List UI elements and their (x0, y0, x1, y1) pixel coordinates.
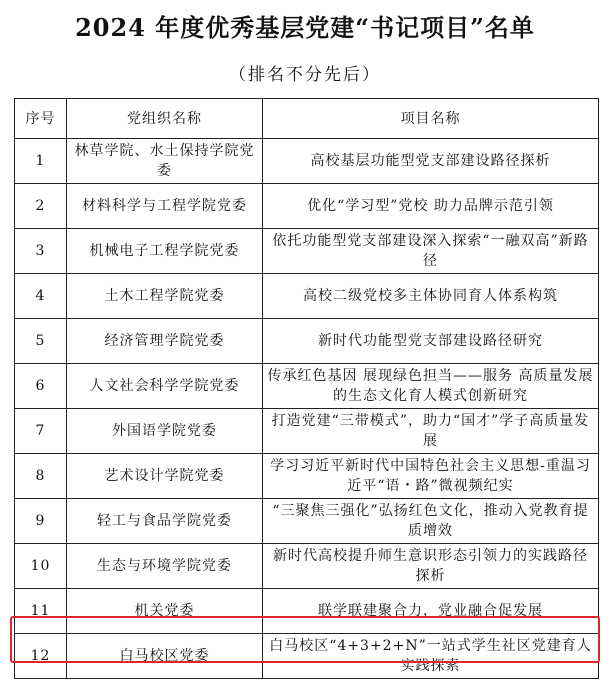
row-number: 6 (15, 364, 67, 409)
org-name: 材料科学与工程学院党委 (67, 184, 263, 229)
project-name: 打造党建“三带模式”，助力“国才”学子高质量发展 (263, 409, 599, 454)
table-row (15, 544, 599, 589)
row-number: 8 (15, 454, 67, 499)
row-number: 4 (15, 274, 67, 319)
table-row (15, 364, 599, 409)
row-number: 12 (15, 634, 67, 679)
header-project-name: 项目名称 (263, 99, 599, 139)
org-name: 白马校区党委 (67, 634, 263, 679)
project-name: 联学联建聚合力，党业融合促发展 (263, 589, 599, 634)
table-row (15, 499, 599, 544)
project-name: 传承红色基因 展现绿色担当——服务 高质量发展的生态文化育人模式创新研究 (263, 364, 599, 409)
row-number: 11 (15, 589, 67, 634)
header-number: 序号 (15, 99, 67, 139)
org-name: 土木工程学院党委 (67, 274, 263, 319)
project-name: 新时代功能型党支部建设路径研究 (263, 319, 599, 364)
org-name: 生态与环境学院党委 (67, 544, 263, 589)
org-name: 机关党委 (67, 589, 263, 634)
header-org-name: 党组织名称 (67, 99, 263, 139)
page-title: 2024 年度优秀基层党建“书记项目”名单 (75, 13, 535, 42)
table-row (15, 409, 599, 454)
table-row (15, 229, 599, 274)
project-name: 依托功能型党支部建设深入探索“一融双高”新路径 (263, 229, 599, 274)
project-name: 白马校区“4+3+2+N”一站式学生社区党建育人实践探索 (263, 634, 599, 679)
org-name: 机械电子工程学院党委 (67, 229, 263, 274)
project-name: 高校二级党校多主体协同育人体系构筑 (263, 274, 599, 319)
row-number: 10 (15, 544, 67, 589)
row-number: 3 (15, 229, 67, 274)
table-row (15, 184, 599, 229)
row-number: 9 (15, 499, 67, 544)
project-name: 新时代高校提升师生意识形态引领力的实践路径探析 (263, 544, 599, 589)
table-row (15, 139, 599, 184)
project-name: 优化“学习型”党校 助力品牌示范引领 (263, 184, 599, 229)
project-name: “三聚焦三强化”弘扬红色文化，推动入党教育提质增效 (263, 499, 599, 544)
row-number: 2 (15, 184, 67, 229)
org-name: 艺术设计学院党委 (67, 454, 263, 499)
project-list-table (14, 98, 599, 679)
table-row (15, 319, 599, 364)
table-row (15, 589, 599, 634)
org-name: 外国语学院党委 (67, 409, 263, 454)
page-subtitle: （排名不分先后） (229, 65, 381, 85)
org-name: 林草学院、水土保持学院党委 (67, 139, 263, 184)
table-header-row (15, 99, 599, 139)
table-row-highlighted (15, 634, 599, 679)
row-number: 7 (15, 409, 67, 454)
table-row (15, 454, 599, 499)
org-name: 人文社会科学学院党委 (67, 364, 263, 409)
project-name: 学习习近平新时代中国特色社会主义思想-重温习近平“语・路”微视频纪实 (263, 454, 599, 499)
org-name: 经济管理学院党委 (67, 319, 263, 364)
org-name: 轻工与食品学院党委 (67, 499, 263, 544)
project-name: 高校基层功能型党支部建设路径探析 (263, 139, 599, 184)
row-number: 1 (15, 139, 67, 184)
row-number: 5 (15, 319, 67, 364)
table-row (15, 274, 599, 319)
